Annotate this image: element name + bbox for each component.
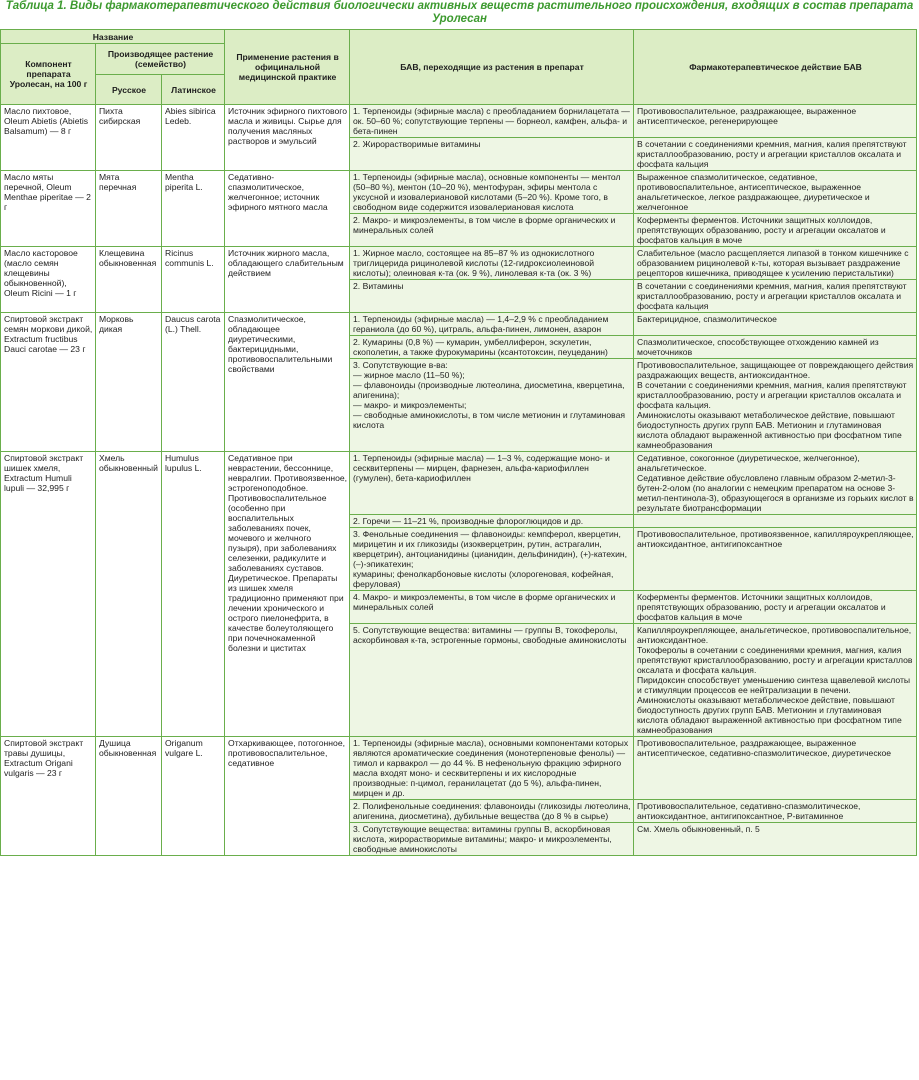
action-cell: Противовоспалительное, защищающее от повреждающего действия раздражающих веществ, антиоксидантное. В сочетании с соединениями кремния, магния, калия препятствуют кристаллообразованию, росту и агрегации кристаллов оксалата и фосфата кальция. Аминокислоты оказывают метаболическое действие, повышают биодоступность других групп БАВ. Метионин и глутаминовая кислота обладают выраженной активностью при фосфатном типе камнеобразования bbox=[634, 359, 917, 452]
bav-cell: 2. Горечи — 11–21 %, производные флороглюцидов и др. bbox=[350, 515, 634, 528]
bav-cell: 2. Макро- и микроэлементы, в том числе в форме органических и минеральных солей bbox=[350, 214, 634, 247]
usage-cell: Отхаркивающее, потогонное, противовоспалительное, седативное bbox=[225, 737, 350, 856]
usage-cell: Седативное при неврастении, бессоннице, невралгии. Противоязвенное, эстрогеноподобное. Противовоспалительное (особенно при воспалительных заболеваниях почек, мочевого и желчного пузыря), при заболеваниях селезенки, радикулите и заболеваниях суставов. Диуретическое. Препараты из шишек хмеля традиционно применяют при лечении хронического и острого пиелонефрита, в качестве болеутоляющего при почечнокаменной болезни и циститах bbox=[225, 452, 350, 737]
action-cell: Противовоспалительное, седативно-спазмолитическое, антиоксидантное, антигипоксантное, Р-витаминное bbox=[634, 800, 917, 823]
table-row bbox=[1, 737, 917, 800]
action-cell: См. Хмель обыкновенный, п. 5 bbox=[634, 823, 917, 856]
component-cell: Масло мяты перечной, Oleum Menthae piperitae — 2 г bbox=[1, 171, 96, 247]
header-component: Компонент препарата Уролесан, на 100 г bbox=[1, 44, 96, 105]
bav-cell: 1. Жирное масло, состоящее на 85–87 % из однокислотного триглицерида рицинолевой кислоты (12-гидроксиолеиновой кислоты); олеиновая к-та (ок. 9 %), линолевая к-та (ок. 3 %) bbox=[350, 247, 634, 280]
component-cell: Спиртовой экстракт семян моркови дикой, Extractum fructibus Dauci carotae — 23 г bbox=[1, 313, 96, 452]
action-cell: В сочетании с соединениями кремния, магния, калия препятствуют кристаллообразованию, росту и агрегации кристаллов оксалата и фосфата кальция bbox=[634, 138, 917, 171]
table-row bbox=[1, 171, 917, 214]
bav-cell: 1. Терпеноиды (эфирные масла) — 1,4–2,9 % с преобладанием гераниола (до 60 %), цитраль, альфа-пинен, лимонен, азарон bbox=[350, 313, 634, 336]
latin-name-cell: Abies sibirica Ledeb. bbox=[162, 105, 225, 171]
header-name: Название bbox=[1, 30, 225, 44]
bav-cell: 2. Витамины bbox=[350, 280, 634, 313]
bav-cell: 5. Сопутствующие вещества: витамины — группы В, токоферолы, аскорбиновая к-та, эстрогенные гормоны, свободные аминокислоты bbox=[350, 624, 634, 737]
table-row bbox=[1, 247, 917, 280]
latin-name-cell: Mentha piperita L. bbox=[162, 171, 225, 247]
russian-name-cell: Хмель обыкновенный bbox=[96, 452, 162, 737]
component-cell: Масло касторовое (масло семян клещевины обыкновенной), Oleum Ricini — 1 г bbox=[1, 247, 96, 313]
action-cell bbox=[634, 515, 917, 528]
data-table bbox=[0, 29, 917, 856]
action-cell: Противовоспалительное, противоязвенное, капилляроукрепляющее, антиоксидантное, антигипоксантное bbox=[634, 528, 917, 591]
russian-name-cell: Морковь дикая bbox=[96, 313, 162, 452]
latin-name-cell: Humulus lupulus L. bbox=[162, 452, 225, 737]
latin-name-cell: Ricinus communis L. bbox=[162, 247, 225, 313]
bav-cell: 2. Жирорастворимые витамины bbox=[350, 138, 634, 171]
table-header bbox=[1, 30, 917, 105]
component-cell: Спиртовой экстракт шишек хмеля, Extractum Humuli lupuli — 32,995 г bbox=[1, 452, 96, 737]
header-action: Фармакотерапевтическое действие БАВ bbox=[634, 30, 917, 105]
header-bav: БАВ, переходящие из растения в препарат bbox=[350, 30, 634, 105]
bav-cell: 1. Терпеноиды (эфирные масла) с преобладанием борнилацетата — ок. 50–60 %; сопутствующие терпены — борнеол, камфен, альфа- и бета-пинен bbox=[350, 105, 634, 138]
action-cell: Противовоспалительное, раздражающее, выраженное антисептическое, седативно-спазмолитическое, диуретическое bbox=[634, 737, 917, 800]
latin-name-cell: Origanum vulgare L. bbox=[162, 737, 225, 856]
component-cell: Масло пихтовое, Oleum Abietis (Abietis Balsamum) — 8 г bbox=[1, 105, 96, 171]
table-row bbox=[1, 452, 917, 515]
russian-name-cell: Мята перечная bbox=[96, 171, 162, 247]
action-cell: Слабительное (масло расщепляется липазой в тонком кишечнике с образованием рицинолевой к-ты, которая вызывает раздражение рецепторов кишечника, приводящее к усилению перистальтики) bbox=[634, 247, 917, 280]
action-cell: Противовоспалительное, раздражающее, выраженное антисептическое, регенерирующее bbox=[634, 105, 917, 138]
table-row bbox=[1, 313, 917, 336]
action-cell: Седативное, сокогонное (диуретическое, желчегонное), анальгетическое. Седативное действие обусловлено главным образом 2-метил-3-бутен-2-олом (по аналогии с немецким препаратом на основе 3-метил-пентинола-3), образующегося в организме из горьких кислот в результате биотрансформации bbox=[634, 452, 917, 515]
action-cell: В сочетании с соединениями кремния, магния, калия препятствуют кристаллообразованию, росту и агрегации кристаллов оксалата и фосфата кальция bbox=[634, 280, 917, 313]
bav-cell: 2. Кумарины (0,8 %) — кумарин, умбеллиферон, эскулетин, скополетин, а также фурокумарины (ксантотоксин, пеуцеданин) bbox=[350, 336, 634, 359]
bav-cell: 1. Терпеноиды (эфирные масла) — 1–3 %, содержащие моно- и сесквитерпены — мирцен, фарнезен, альфа-кариофиллен (гумулен), бета-кариофиллен bbox=[350, 452, 634, 515]
table-body bbox=[1, 105, 917, 856]
header-russian: Русское bbox=[96, 75, 162, 105]
action-cell: Спазмолитическое, способствующее отхождению камней из мочеточников bbox=[634, 336, 917, 359]
latin-name-cell: Daucus carota (L.) Thell. bbox=[162, 313, 225, 452]
bav-cell: 3. Фенольные соединения — флавоноиды: кемпферол, кверцетин, мирицетин и их гликозиды (изокверцетрин, рутин, астрагалин, кверцетрин), антоцианидины (цианидин, дельфинидин), (+)-катехин, (–)-эпикатехин; кумарины; фенолкарбоновые кислоты (хлорогеновая, кофейная, феруловая) bbox=[350, 528, 634, 591]
header-plant: Производящее растение (семейство) bbox=[96, 44, 225, 75]
table-row bbox=[1, 105, 917, 138]
usage-cell: Спазмолитическое, обладающее диуретическими, бактерицидными, противовоспалительными свойствами bbox=[225, 313, 350, 452]
usage-cell: Источник жирного масла, обладающего слабительным действием bbox=[225, 247, 350, 313]
component-cell: Спиртовой экстракт травы душицы, Extractum Origani vulgaris — 23 г bbox=[1, 737, 96, 856]
russian-name-cell: Душица обыкновенная bbox=[96, 737, 162, 856]
action-cell: Капилляроукрепляющее, анальгетическое, противовоспалительное, антиоксидантное. Токоферолы в сочетании с соединениями кремния, магния, калия препятствуют кристаллообразованию, росту и агрегации кристаллов оксалата и фосфата кальция. Пиридоксин способствует уменьшению синтеза щавелевой кислоты и стимуляции процессов ее нейтрализации в печени. Аминокислоты оказывают метаболическое действие, повышают биодоступность других групп БАВ. Метионин и глутаминовая кислота обладают выраженной активностью при фосфатном типе камнеобразования bbox=[634, 624, 917, 737]
action-cell: Выраженное спазмолитическое, седативное, противовоспалительное, антисептическое, выраженное анальгетическое, легкое раздражающее, диуретическое и желчегонное bbox=[634, 171, 917, 214]
action-cell: Бактерицидное, спазмолитическое bbox=[634, 313, 917, 336]
bav-cell: 4. Макро- и микроэлементы, в том числе в форме органических и минеральных солей bbox=[350, 591, 634, 624]
bav-cell: 2. Полифенольные соединения: флавоноиды (гликозиды лютеолина, апигенина, диосметина), дубильные вещества (до 8 % в сырье) bbox=[350, 800, 634, 823]
usage-cell: Источник эфирного пихтового масла и живицы. Сырье для получения масляных растворов и эмульсий bbox=[225, 105, 350, 171]
bav-cell: 1. Терпеноиды (эфирные масла), основные компоненты — ментол (50–80 %), ментон (10–20 %), ментофуран, эфиры ментола с уксусной и изовалериановой кислотами (5–20 %). Кроме того, в свободном виде содержится изовалериановая кислота bbox=[350, 171, 634, 214]
bav-cell: 3. Сопутствующие в-ва: — жирное масло (11–50 %); — флавоноиды (производные лютеолина, диосметина, кверцетина, апигенина); — макро- и микроэлементы; — свободные аминокислоты, в том числе метионин и глутаминовая кислота bbox=[350, 359, 634, 452]
usage-cell: Седативно-спазмолитическое, желчегонное; источник эфирного мятного масла bbox=[225, 171, 350, 247]
action-cell: Коферменты ферментов. Источники защитных коллоидов, препятствующих образованию, росту и агрегации оксалатов и фосфатов кальция в моче bbox=[634, 591, 917, 624]
bav-cell: 1. Терпеноиды (эфирные масла), основными компонентами которых являются ароматические соединения (монотерпеновые фенолы) — тимол и карвакрол — до 44 %. В нефенольную фракцию эфирного масла входят моно- и сесквитерпены и их кислородные производные: п-цимол, геранилацетат (до 5 %), альфа-пинен, мирцен и др. bbox=[350, 737, 634, 800]
table-title: Таблица 1. Виды фармакотерапевтического действия биологически активных веществ растительного происхождения, входящих в состав препарата Уролесан bbox=[5, 0, 914, 25]
action-cell: Коферменты ферментов. Источники защитных коллоидов, препятствующих образованию, росту и агрегации оксалатов и фосфатов кальция в моче bbox=[634, 214, 917, 247]
header-usage: Применение растения в официнальной медицинской практике bbox=[225, 30, 350, 105]
russian-name-cell: Пихта сибирская bbox=[96, 105, 162, 171]
bav-cell: 3. Сопутствующие вещества: витамины группы В, аскорбиновая кислота, жирорастворимые витамины; макро- и микроэлементы, свободные аминокислоты bbox=[350, 823, 634, 856]
russian-name-cell: Клещевина обыкновенная bbox=[96, 247, 162, 313]
header-latin: Латинское bbox=[162, 75, 225, 105]
